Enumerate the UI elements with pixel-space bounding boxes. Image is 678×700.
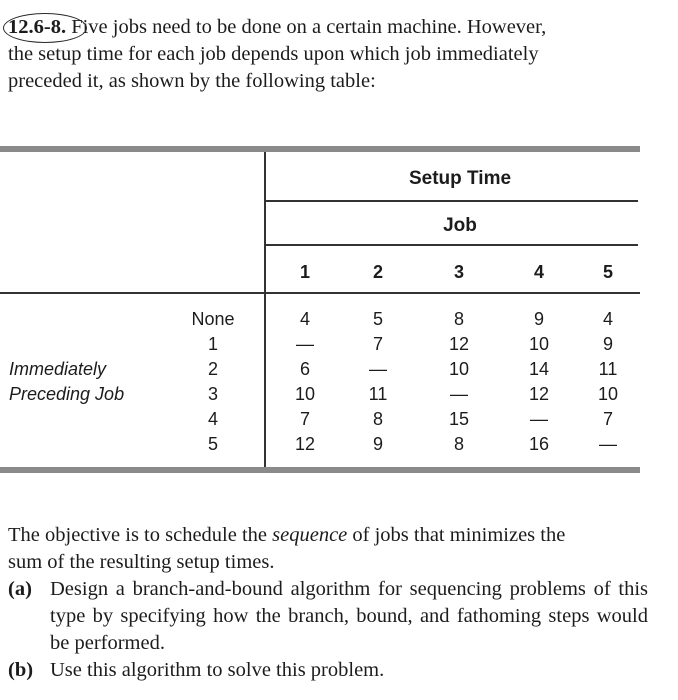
table-subtitle: Job bbox=[443, 215, 477, 236]
table-bottom-rule bbox=[0, 467, 640, 473]
row-label: 1 bbox=[207, 334, 218, 354]
row-label: 5 bbox=[207, 434, 218, 454]
table-cell: 12 bbox=[294, 434, 316, 454]
table-cell: 12 bbox=[528, 384, 550, 404]
row-label: None bbox=[191, 309, 235, 329]
row-label: 2 bbox=[207, 359, 218, 379]
part-a bbox=[8, 576, 648, 657]
table-cell: 10 bbox=[448, 359, 470, 379]
column-header: 1 bbox=[299, 262, 310, 282]
part-a-text: Design a branch-and-bound algorithm for sequencing problems of this type by specifying how the branch, bound, and fathoming steps would be performed. bbox=[50, 578, 648, 654]
table-title: Setup Time bbox=[408, 168, 512, 189]
header-rule-2 bbox=[265, 244, 638, 246]
part-b-text: Use this algorithm to solve this problem. bbox=[50, 659, 385, 681]
header-rule-1 bbox=[265, 200, 638, 202]
table-cell: 10 bbox=[294, 384, 316, 404]
table-cell: 7 bbox=[602, 409, 613, 429]
table-cell: — bbox=[450, 384, 468, 404]
objective-text-pre: The objective is to schedule the bbox=[8, 524, 273, 546]
column-header: 5 bbox=[602, 262, 613, 282]
problem-number bbox=[8, 16, 66, 38]
header-rule-3 bbox=[0, 292, 640, 294]
table-cell: 4 bbox=[602, 309, 613, 329]
table-cell: 10 bbox=[597, 384, 619, 404]
table-cell: 7 bbox=[372, 334, 383, 354]
table-cell: 9 bbox=[372, 434, 383, 454]
objective-text-emphasis: sequence bbox=[272, 524, 348, 546]
table-cell: 11 bbox=[368, 384, 388, 404]
column-header: 2 bbox=[372, 262, 383, 282]
table-cell: 7 bbox=[299, 409, 310, 429]
table-cell: 15 bbox=[448, 409, 470, 429]
intro-text-1: Five jobs need to be done on a certain machine. However, bbox=[66, 16, 547, 38]
table-cell: 9 bbox=[533, 309, 544, 329]
table-cell: 10 bbox=[528, 334, 550, 354]
table-cell: 14 bbox=[528, 359, 550, 379]
intro-line-3: preceded it, as shown by the following table: bbox=[8, 70, 376, 92]
part-b-label: (b) bbox=[8, 659, 34, 681]
column-header: 3 bbox=[453, 262, 464, 282]
table-cell: 4 bbox=[299, 309, 310, 329]
table-cell: 9 bbox=[602, 334, 613, 354]
column-header: 4 bbox=[533, 262, 544, 282]
problem-statement bbox=[8, 14, 660, 95]
table-cell: 8 bbox=[453, 309, 464, 329]
intro-line-2: the setup time for each job depends upon which job immediately bbox=[8, 43, 539, 65]
table-cell: 8 bbox=[372, 409, 383, 429]
table-cell: 5 bbox=[372, 309, 383, 329]
table-cell: — bbox=[599, 434, 617, 454]
intro-line-1 bbox=[8, 14, 660, 41]
problem-questions bbox=[8, 522, 648, 684]
table-cell: — bbox=[530, 409, 548, 429]
objective-line-1 bbox=[8, 522, 648, 549]
side-label-line-2: Preceding Job bbox=[9, 384, 125, 404]
table-cell: 16 bbox=[528, 434, 550, 454]
table-cell: 8 bbox=[453, 434, 464, 454]
row-label: 3 bbox=[207, 384, 218, 404]
table-cell: — bbox=[296, 334, 314, 354]
objective-line-2: sum of the resulting setup times. bbox=[8, 551, 275, 573]
table-cell: 6 bbox=[299, 359, 310, 379]
table-top-rule bbox=[0, 146, 640, 152]
table-cell: — bbox=[369, 359, 387, 379]
table-cell: 11 bbox=[598, 359, 618, 379]
part-a-label: (a) bbox=[8, 578, 32, 600]
table-cell: 12 bbox=[448, 334, 470, 354]
objective-text-post: of jobs that minimizes the bbox=[347, 524, 566, 546]
side-label-line-1: Immediately bbox=[9, 359, 107, 379]
problem-number-text: 12.6-8. bbox=[8, 16, 67, 38]
row-label: 4 bbox=[207, 409, 218, 429]
part-b bbox=[8, 657, 648, 684]
